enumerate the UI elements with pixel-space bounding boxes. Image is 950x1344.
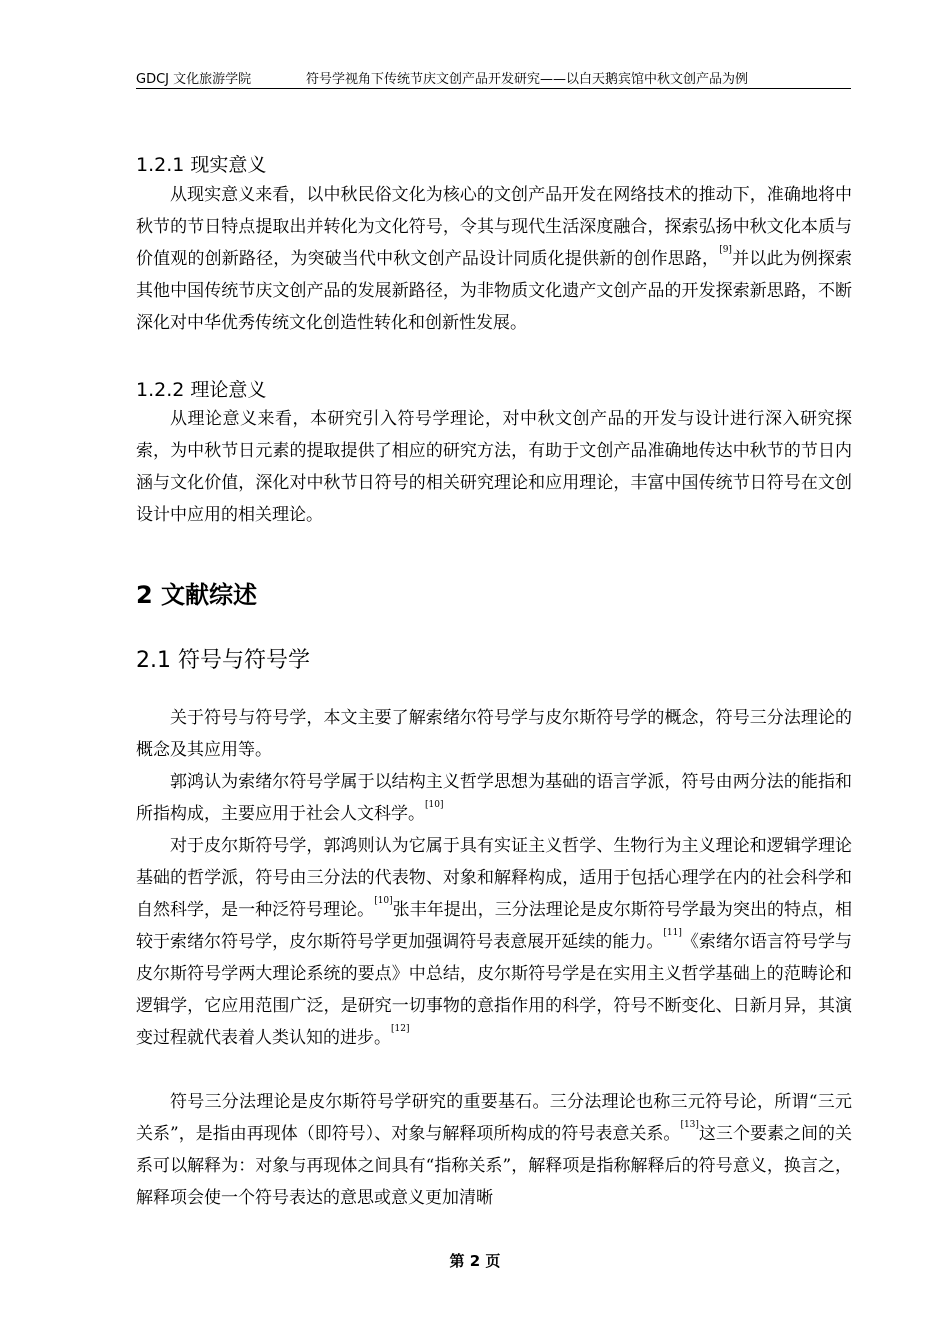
paragraph-text: 这三个要素之间的关系可以解释为：对象与再现体之间具有“指称关系”，解释项是指称解释后的符号意义，换言之，解释项会使一个符号表达的意思或意义更加清晰 xyxy=(136,1124,852,1208)
header-title: 符号学视角下传统节庆文创产品开发研究——以白天鹅宾馆中秋文创产品为例 xyxy=(306,72,749,87)
header-institution: GDCJ 文化旅游学院 xyxy=(136,72,252,87)
paragraph-text: 对于皮尔斯符号学，郭鸿则认为它属于具有实证主义哲学、生物行为主义理论和逻辑学理论基础的哲学派，符号由三分法的代表物、对象和解释构成，适用于包括心理学在内的社会科学和自然科学，是一种泛符号理论。 xyxy=(136,836,852,920)
citation-ref: [13] xyxy=(680,1120,699,1130)
paragraph-text: 符号三分法理论是皮尔斯符号学研究的重要基石。三分法理论也称三元符号论，所谓“三元关系”，是指由再现体（即符号）、对象与解释项所构成的符号表意关系。 xyxy=(136,1092,852,1144)
citation-ref: [10] xyxy=(425,800,444,810)
paragraph-practical-significance xyxy=(136,179,852,339)
paragraph-text: 并以此为例探索其他中国传统节庆文创产品的发展新路径，为非物质文化遗产文创产品的开发探索新思路，不断深化对中华优秀传统文化创造性转化和创新性发展。 xyxy=(136,249,853,333)
paragraph-intro-semiotics: 关于符号与符号学，本文主要了解索绪尔符号学与皮尔斯符号学的概念，符号三分法理论的概念及其应用等。 xyxy=(136,708,852,760)
paragraph-text: 郭鸿认为索绪尔符号学属于以结构主义哲学思想为基础的语言学派，符号由两分法的能指和所指构成，主要应用于社会人文科学。 xyxy=(136,772,852,824)
paragraph-text: 张丰年提出，三分法理论是皮尔斯符号学最为突出的特点，相较于索绪尔符号学，皮尔斯符号学更加强调符号表意展开延续的能力。 xyxy=(136,900,853,952)
heading-2-1: 2.1 符号与符号学 xyxy=(136,648,310,673)
paragraph-triadic-theory xyxy=(136,1086,852,1214)
heading-2-literature-review: 2 文献综述 xyxy=(136,581,258,609)
paragraph-saussure xyxy=(136,766,852,830)
paragraph-text: 《索绪尔语言符号学与皮尔斯符号学两大理论系统的要点》中总结，皮尔斯符号学是在实用主义哲学基础上的范畴论和逻辑学，它应用范围广泛，是研究一切事物的意指作用的科学，符号不断变化、日新月异，其演变过程就代表着人类认知的进步。 xyxy=(136,932,853,1048)
running-header xyxy=(136,66,851,89)
paragraph-text: 从现实意义来看，以中秋民俗文化为核心的文创产品开发在网络技术的推动下，准确地将中秋节的节日特点提取出并转化为文化符号，令其与现代生活深度融合，探索弘扬中秋文化本质与价值观的创新路径，为突破当代中秋文创产品设计同质化提供新的创作思路， xyxy=(136,185,852,269)
page-number: 第 2 页 xyxy=(449,1252,501,1270)
paragraph-peirce xyxy=(136,830,852,1054)
heading-1-2-2: 1.2.2 理论意义 xyxy=(136,379,267,401)
paragraph-theoretical-significance: 从理论意义来看，本研究引入符号学理论，对中秋文创产品的开发与设计进行深入研究探索，为中秋节日元素的提取提供了相应的研究方法，有助于文创产品准确地传达中秋节的节日内涵与文化价值，深化对中秋节日符号的相关研究理论和应用理论，丰富中国传统节日符号在文创设计中应用的相关理论。 xyxy=(136,409,852,525)
citation-ref: [11] xyxy=(663,928,682,938)
citation-ref: [12] xyxy=(391,1024,410,1034)
heading-1-2-1: 1.2.1 现实意义 xyxy=(136,154,267,176)
citation-ref: [9] xyxy=(719,245,732,255)
citation-ref: [10] xyxy=(374,896,393,906)
